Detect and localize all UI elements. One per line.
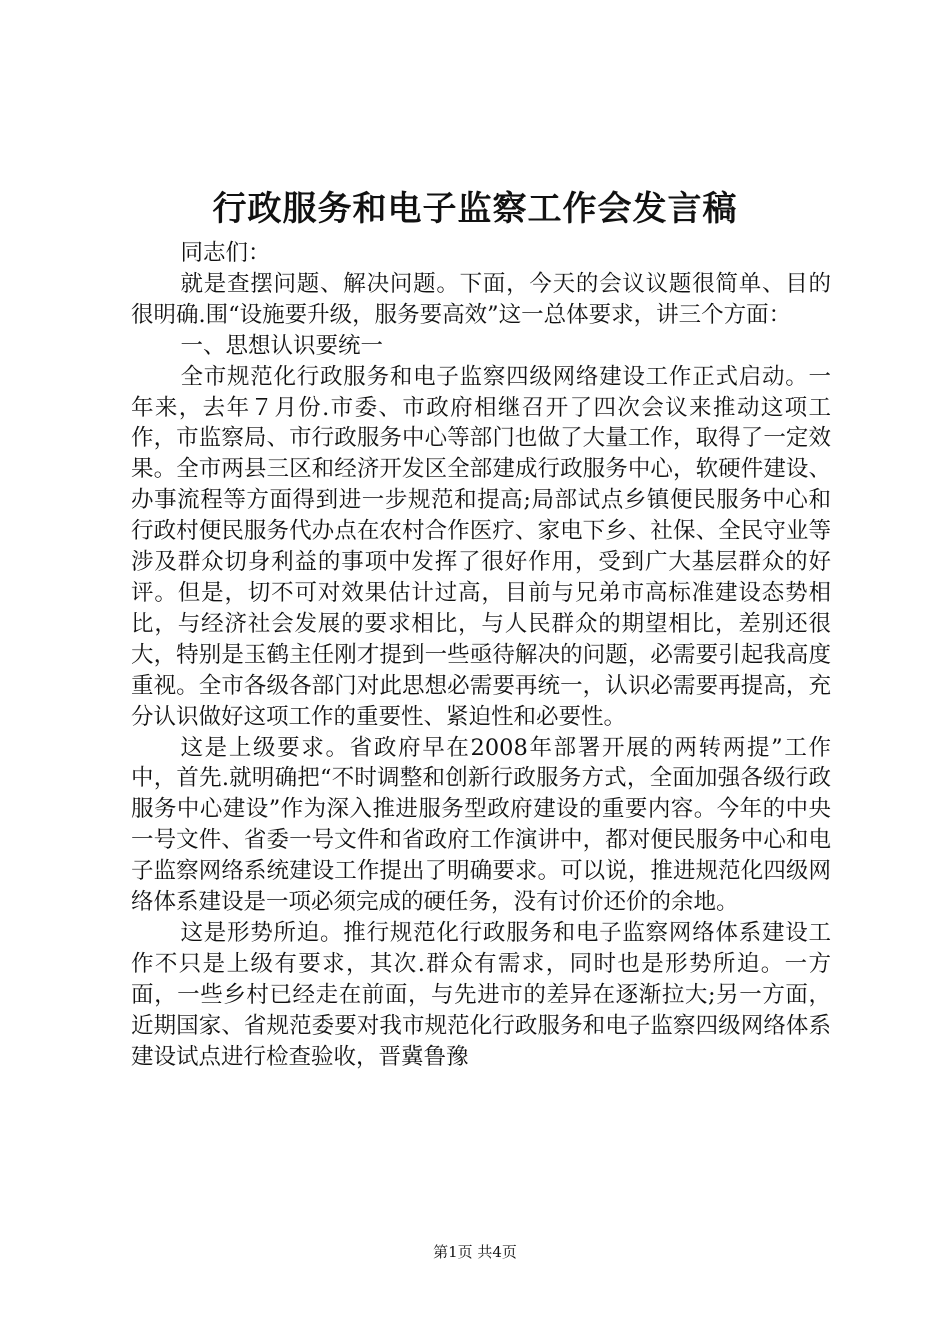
paragraph: 这是形势所迫。推行规范化行政服务和电子监察网络体系建设工作不只是上级有要求，其次.群众有需求，同时也是形势所迫。一方面，一些乡村已经走在前面，与先进市的差异在逐渐拉大;另一方面，近期国家、省规范委要对我市规范化行政服务和电子监察四级网络体系建设试点进行检查验收，晋冀鲁豫 xyxy=(131,919,831,1070)
page-number-footer: 第1页 共4页 xyxy=(433,1243,517,1261)
page-title: 行政服务和电子监察工作会发言稿 xyxy=(212,189,738,229)
section-heading: 一、思想认识要统一 xyxy=(180,332,384,359)
document-body xyxy=(131,238,831,1072)
paragraph-intro: 就是查摆问题、解决问题。下面，今天的会议议题很简单、目的很明确.围“设施要升级，服务要高效”这一总体要求，讲三个方面： xyxy=(131,270,831,328)
paragraph: 全市规范化行政服务和电子监察四级网络建设工作正式启动。一年来，去年７月份.市委、市政府相继召开了四次会议来推动这项工作，市监察局、市行政服务中心等部门也做了大量工作，取得了一定效果。全市两县三区和经济开发区全部建成行政服务中心，软硬件建设、办事流程等方面得到进一步规范和提高;局部试点乡镇便民服务中心和行政村便民服务代办点在农村合作医疗、家电下乡、社保、全民守业等涉及群众切身利益的事项中发挥了很好作用，受到广大基层群众的好评。但是，切不可对效果估计过高，目前与兄弟市高标准建设态势相比，与经济社会发展的要求相比，与人民群众的期望相比，差别还很大，特别是玉鹤主任刚才提到一些亟待解决的问题，必需要引起我高度重视。全市各级各部门对此思想必需要再统一，认识必需要再提高，充分认识做好这项工作的重要性、紧迫性和必要性。 xyxy=(131,363,831,730)
paragraph: 这是上级要求。省政府早在2008年部署开展的两转两提”工作中，首先.就明确把“不时调整和创新行政服务方式，全面加强各级行政服务中心建设”作为深入推进服务型政府建设的重要内容。今年的中央一号文件、省委一号文件和省政府工作演讲中，都对便民服务中心和电子监察网络系统建设工作提出了明确要求。可以说，推进规范化四级网络体系建设是一项必须完成的硬任务，没有讨价还价的余地。 xyxy=(131,734,831,916)
paragraph-salutation: 同志们： xyxy=(180,240,271,266)
